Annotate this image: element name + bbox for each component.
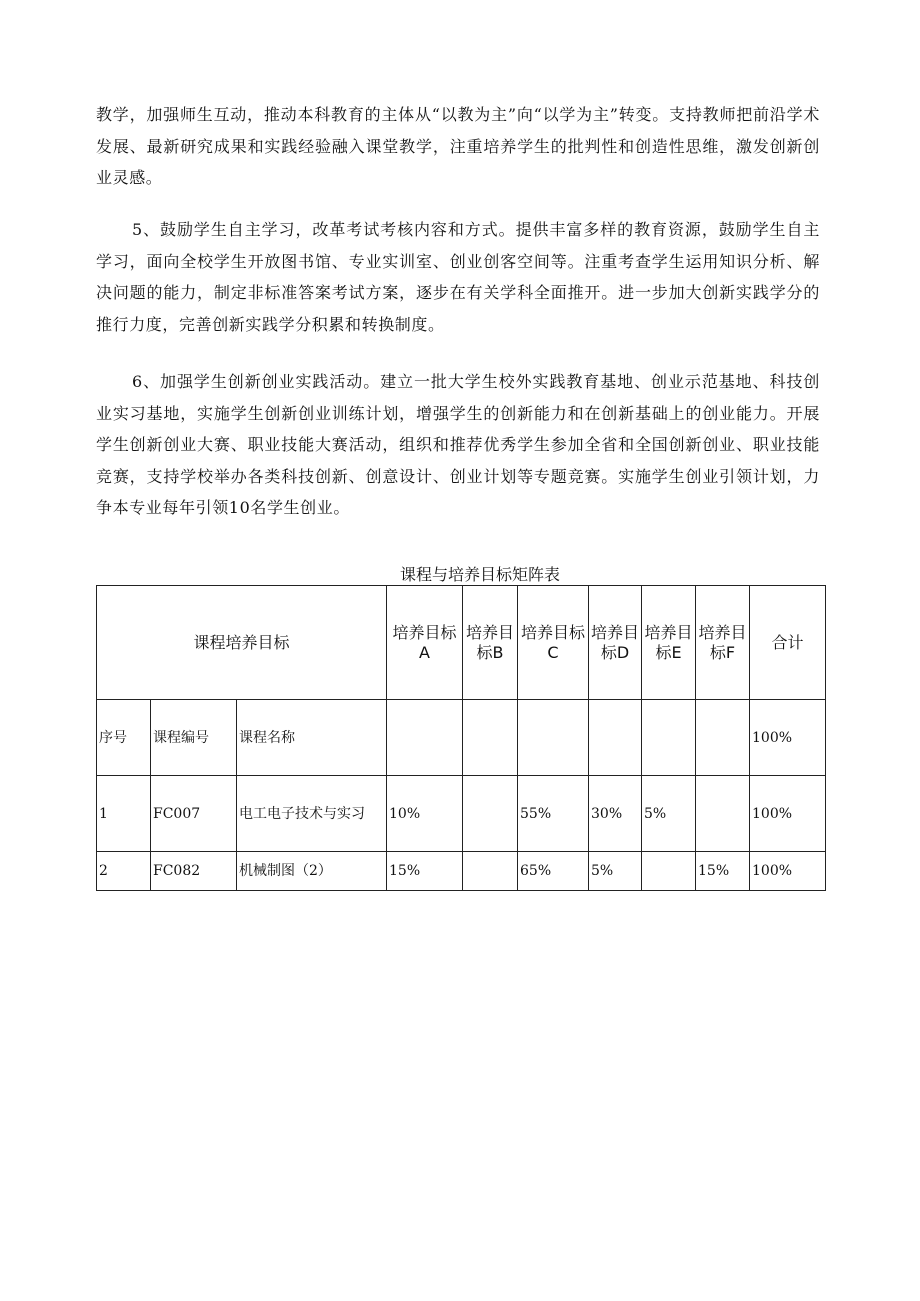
row-index: 1 bbox=[97, 776, 151, 852]
table-caption: 课程与培养目标矩阵表 bbox=[399, 565, 560, 584]
row-goal-a: 15% bbox=[387, 852, 463, 891]
row-goal-d: 5% bbox=[589, 852, 642, 891]
table-header-row bbox=[97, 586, 826, 700]
row-goal-d: 30% bbox=[589, 776, 642, 852]
row-index: 2 bbox=[97, 852, 151, 891]
row-goal-c: 55% bbox=[518, 776, 589, 852]
subheader-code: 课程编号 bbox=[151, 700, 237, 776]
row-total: 100% bbox=[750, 776, 826, 852]
row-goal-b bbox=[463, 776, 518, 852]
header-goal-d: 培养目标D bbox=[589, 586, 642, 700]
table-cell bbox=[463, 700, 518, 776]
row-total: 100% bbox=[750, 852, 826, 891]
course-goal-matrix-table bbox=[96, 585, 826, 891]
row-goal-b bbox=[463, 852, 518, 891]
body-paragraph: 5、鼓励学生自主学习，改革考试考核内容和方式。提供丰富多样的教育资源，鼓励学生自主学习，面向全校学生开放图书馆、专业实训室、创业创客空间等。注重考查学生运用知识分析、解决问题的能力，制定非标准答案考试方案，逐步在有关学科全面推开。进一步加大创新实践学分的推行力度，完善创新实践学分积累和转换制度。 bbox=[96, 220, 820, 334]
row-goal-f bbox=[696, 776, 750, 852]
header-goal-c: 培养目标C bbox=[518, 586, 589, 700]
table-cell bbox=[387, 700, 463, 776]
header-goal-f: 培养目标F bbox=[696, 586, 750, 700]
table-subheader-row bbox=[97, 700, 826, 776]
body-paragraph: 教学，加强师生互动，推动本科教育的主体从“以教为主”向“以学为主”转变。支持教师把前沿学术发展、最新研究成果和实践经验融入课堂教学，注重培养学生的批判性和创造性思维，激发创新创业灵感。 bbox=[96, 105, 820, 187]
row-goal-f: 15% bbox=[696, 852, 750, 891]
row-name: 电工电子技术与实习 bbox=[237, 776, 387, 852]
header-goal-b: 培养目标B bbox=[463, 586, 518, 700]
row-goal-c: 65% bbox=[518, 852, 589, 891]
header-total: 合计 bbox=[750, 586, 826, 700]
subheader-index: 序号 bbox=[97, 700, 151, 776]
table-row bbox=[97, 776, 826, 852]
table-cell bbox=[518, 700, 589, 776]
header-course-goal: 课程培养目标 bbox=[97, 586, 387, 700]
row-code: FC082 bbox=[151, 852, 237, 891]
subheader-name: 课程名称 bbox=[237, 700, 387, 776]
header-goal-e: 培养目标E bbox=[642, 586, 696, 700]
body-paragraph: 6、加强学生创新创业实践活动。建立一批大学生校外实践教育基地、创业示范基地、科技创业实习基地，实施学生创新创业训练计划，增强学生的创新能力和在创新基础上的创业能力。开展学生创新创业大赛、职业技能大赛活动，组织和推荐优秀学生参加全省和全国创新创业、职业技能竞赛，支持学校举办各类科技创新、创意设计、创业计划等专题竞赛。实施学生创业引领计划，力争本专业每年引领10名学生创业。 bbox=[96, 372, 820, 517]
row-goal-e: 5% bbox=[642, 776, 696, 852]
table-cell bbox=[696, 700, 750, 776]
table-row bbox=[97, 852, 826, 891]
row-goal-a: 10% bbox=[387, 776, 463, 852]
subheader-total: 100% bbox=[750, 700, 826, 776]
table-cell bbox=[642, 700, 696, 776]
header-goal-a: 培养目标A bbox=[387, 586, 463, 700]
row-name: 机械制图（2） bbox=[237, 852, 387, 891]
row-goal-e bbox=[642, 852, 696, 891]
row-code: FC007 bbox=[151, 776, 237, 852]
table-cell bbox=[589, 700, 642, 776]
